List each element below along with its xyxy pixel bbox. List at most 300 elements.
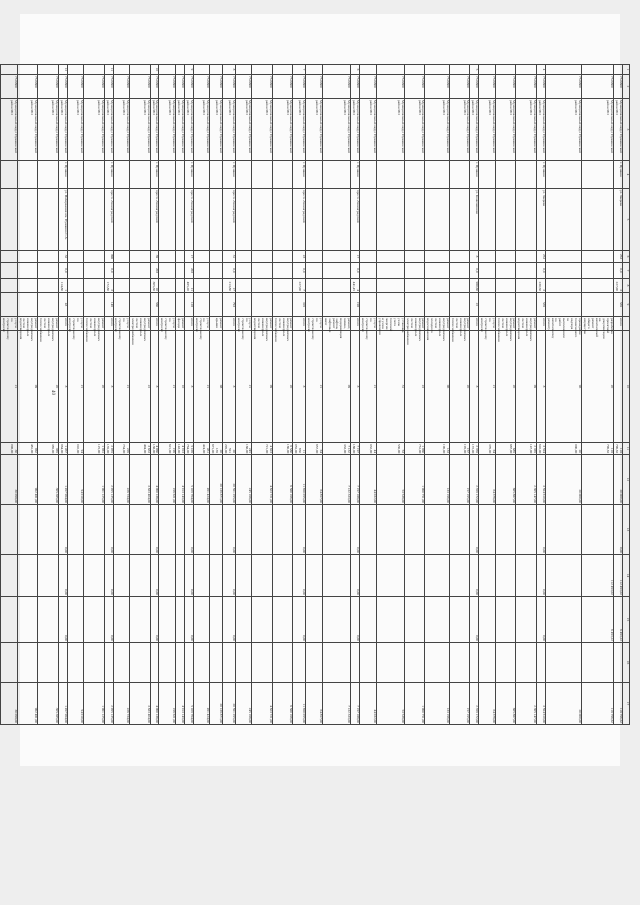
table-cell-c7 [306,263,323,279]
table-cell-v3 [495,505,516,555]
table-cell-unit: 22 [130,331,151,443]
table-cell-v4: 0,00 [536,555,545,597]
table-cell-c9 [272,293,293,317]
table-cell-name: Муниципальный округ Пушкинский район МО [449,99,470,161]
table-cell-no [516,65,537,75]
table-cell-c6 [425,251,449,263]
table-cell-name: Муниципальный округ Пушкинский район МО [1,99,18,161]
table-cell-c6 [376,251,404,263]
table-cell-no: 11 [104,65,113,75]
table-cell-v2: 30 098,00 [1,455,18,505]
table-cell-c8 [113,279,130,293]
table-cell-addr [425,189,449,251]
table-cell-addr [210,189,223,251]
table-cell-addr [545,189,581,251]
table-cell-no [67,65,84,75]
table-cell-c6 [176,251,185,263]
table-cell-c7 [235,263,252,279]
table-cell-code: 7516800 [516,75,537,99]
table-cell-v6 [272,643,293,683]
table-cell-c7 [449,263,470,279]
table-row [193,65,210,725]
table-cell-mun: г. Пушкин [470,161,479,189]
table-cell-v4 [479,555,496,597]
table-cell-mun [425,161,449,189]
table-cell-desc: ремонт крыши [210,317,223,331]
table-cell-mun [272,161,293,189]
table-cell-unit: 20 [38,331,59,443]
table-cell-addr [84,189,105,251]
table-row [376,65,404,725]
header-cell: 15 [623,597,630,643]
table-cell-name: Муниципальный округ Пушкинский район МО [581,99,613,161]
table-cell-desc: услуги по строительному контролю [1,318,18,340]
table-cell-c8 [495,279,516,293]
table-cell-c8: 3 172,80 [104,279,113,293]
table-cell-unit: 31 [376,331,404,443]
table-cell-v7: 30 098,00 [1,683,18,725]
table-cell-v7: 1 457 964,00 [58,683,67,725]
table-cell-c8: 3 230,50 [536,279,545,293]
table-cell-v6 [210,643,223,683]
header-cell: 12 [623,455,630,505]
table-cell-v1: 1 960 751,00 [404,443,425,455]
table-cell-code: 7516800 [581,75,613,99]
table-cell-code: 7516800 [67,75,84,99]
table-cell-unit: 8 [223,331,236,443]
table-cell-name: Муниципальный округ Пушкинский район МО [252,99,273,161]
table-cell-mun [17,161,38,189]
table-cell-c7 [113,263,130,279]
table-cell-c9 [581,293,613,317]
table-cell-v4: 0,00 [150,555,159,597]
table-cell-code: 7516800 [38,75,59,99]
table-cell-name: Муниципальный округ Пушкинский район МО [184,99,193,161]
table-cell-unit: 21 [1,331,18,443]
table-cell-mun [67,161,84,189]
table-cell-v7: 20 139 871,00 [210,683,223,725]
table-cell-desc: итого [293,317,306,331]
table-cell-no [176,65,185,75]
table-cell-v4 [449,555,470,597]
table-cell-c7 [130,263,151,279]
table-cell-v2: 133 196,00 [425,455,449,505]
table-cell-c9 [113,293,130,317]
table-cell-name: Муниципальный округ Пушкинский район МО [58,99,67,161]
table-cell-addr [130,189,151,251]
table-cell-v5 [425,597,449,643]
header-cell: 3 [623,99,630,161]
table-cell-v7: 196 621,00 [159,683,176,725]
table-cell-v1: 44 032,00 [360,443,377,455]
table-cell-v4 [425,555,449,597]
table-cell-c6: 8 [470,251,479,263]
table-cell-c9: 43 [58,293,67,317]
table-cell-v4 [1,555,18,597]
table-cell-mun [235,161,252,189]
table-cell-no [193,65,210,75]
table-cell-c6 [193,251,210,263]
header-cell: 9 [623,293,630,317]
table-cell-addr [516,189,537,251]
table-cell-c9 [84,293,105,317]
table-cell-desc: ремонт внутридомовых инженерных систем электроснабжения [131,318,151,345]
table-cell-name: Муниципальный округ Пушкинский район МО [495,99,516,161]
table-row [272,65,293,725]
table-cell-v1: 451 424,00 [193,443,210,455]
table-cell-unit: 8 [58,331,67,443]
table-cell-addr: ул. Набережная им. Пушкина С.А. [58,189,67,251]
table-cell-desc: итого [223,317,236,331]
table-row [404,65,425,725]
table-cell-name: Муниципальный округ Пушкинский район МО [272,99,293,161]
table-cell-addr [235,189,252,251]
table-cell-desc: итого [536,317,545,331]
table-row [252,65,273,725]
table-row [479,65,496,725]
table-cell-code: 7516800 [272,75,293,99]
table-cell-c9 [159,293,176,317]
table-cell-no [376,65,404,75]
table-cell-c8: 17 213,80 [223,279,236,293]
table-cell-v2: 11 650 055,00 [293,455,306,505]
table-cell-c7 [479,263,496,279]
table-cell-v3 [17,505,38,555]
table-cell-v5: 0,00 [150,597,159,643]
table-cell-v1: 7 132 333,00 [322,443,350,455]
table-cell-mun: г. Пушкин [614,161,623,189]
table-cell-no [1,65,18,75]
table-row [322,65,350,725]
table-cell-no: 6 [351,65,360,75]
table-cell-addr [322,189,350,251]
scanned-page [1,14,630,766]
table-row [113,65,130,725]
table-cell-v3: 0,00 [104,505,113,555]
table-cell-code: 7516800 [425,75,449,99]
table-cell-no: 12 [58,65,67,75]
table-cell-c7 [495,263,516,279]
table-cell-c8 [516,279,537,293]
table-cell-desc: итого [351,317,360,331]
table-cell-v6 [306,643,323,683]
table-cell-code: 7516800 [130,75,151,99]
header-cell: 7 [623,263,630,279]
table-cell-unit: 21 [159,331,176,443]
table-cell-v2: 245 168,00 [235,455,252,505]
table-cell-v4: 0,00 [470,555,479,597]
table-cell-unit: 21 [67,331,84,443]
table-cell-v6 [581,643,613,683]
table-cell-name: Муниципальный округ Пушкинский район МО [130,99,151,161]
table-cell-no [545,65,581,75]
table-cell-c7 [210,263,223,279]
table-cell-v5 [376,597,404,643]
table-cell-v6 [38,643,59,683]
table-cell-code: 7516800 [1,75,18,99]
table-cell-code: 7516800 [235,75,252,99]
table-cell-unit: 8 [184,331,193,443]
table-cell-c6 [159,251,176,263]
table-cell-v3 [581,505,613,555]
table-cell-addr [252,189,273,251]
table-cell-v4: 0,00 [58,555,67,597]
table-cell-v3 [113,505,130,555]
table-cell-v6 [545,643,581,683]
table-cell-mun: г. Пушкин [150,161,159,189]
table-cell-v3: 0,00 [58,505,67,555]
table-cell-mun [159,161,176,189]
table-cell-v1: 962 481,00 [17,443,38,455]
table-cell-v7: 20 591 295,00 [223,683,236,725]
table-cell-unit: 09 [252,331,273,443]
table-cell-v2: 7 132 333,00 [322,455,350,505]
table-row [67,65,84,725]
table-row [536,65,545,725]
table-cell-v1: 2 365 147,00 [516,443,537,455]
header-cell: 14 [623,555,630,597]
table-cell-v5 [67,597,84,643]
table-cell-c9 [1,293,18,317]
table-cell-v3: 0,00 [184,505,193,555]
table-cell-v2: 3 594 610,00 [536,455,545,505]
table-cell-c7 [516,263,537,279]
table-cell-code: 7516800 [223,75,236,99]
table-cell-no [495,65,516,75]
table-cell-v1: 64 857,00 [306,443,323,455]
table-cell-c9: 539 [614,293,623,317]
table-cell-c8 [252,279,273,293]
table-cell-code: 7516800 [17,75,38,99]
table-cell-unit: 21 [479,331,496,443]
table-cell-no [322,65,350,75]
table-cell-v1: 6 580 166,00 [272,443,293,455]
table-cell-c9: 22 [470,293,479,317]
table-cell-c7: 203 [150,263,159,279]
table-cell-addr: просп. Ленинградский [351,189,360,251]
table-cell-v4 [38,555,59,597]
table-cell-c6: 31 [223,251,236,263]
capital-repair-table [0,64,630,725]
table-cell-v7: 3 833 404,00 [130,683,151,725]
table-cell-c9 [38,293,59,317]
table-cell-v6 [58,643,67,683]
table-cell-v1: 245 168,00 [235,443,252,455]
table-cell-c7 [176,263,185,279]
table-cell-v7: 7 197 188,00 [351,683,360,725]
table-cell-unit: 21 [306,331,323,443]
table-cell-c9 [17,293,38,317]
table-cell-mun [176,161,185,189]
table-cell-c9: 128 [184,293,193,317]
table-cell-desc: услуги по строительному контролю [307,318,323,340]
rotated-table-wrapper [1,64,630,724]
table-cell-mun [113,161,130,189]
table-cell-desc: итого [150,317,159,331]
table-cell-desc: ремонт внутридомовых инженерных систем водоотведения [517,318,537,341]
table-cell-name: Муниципальный округ Пушкинский район МО [470,99,479,161]
table-cell-v7: 245 168,00 [235,683,252,725]
table-cell-c8 [479,279,496,293]
table-cell-v2: 2 365 147,00 [516,455,537,505]
table-cell-desc: ремонт внутридомовых инженерных систем теплоснабжения [273,318,294,342]
table-cell-v6 [159,643,176,683]
table-cell-v3 [272,505,293,555]
table-cell-no [581,65,613,75]
table-cell-v5: 0,00 [104,597,113,643]
table-cell-code: 7516800 [84,75,105,99]
table-cell-v4 [516,555,537,597]
table-cell-mun [38,161,59,189]
table-cell-v3 [360,505,377,555]
table-cell-mun: г. Пушкин [104,161,113,189]
table-row [150,65,159,725]
table-cell-v6 [425,643,449,683]
table-cell-name: Муниципальный округ Пушкинский район МО [545,99,581,161]
table-cell-mun [360,161,377,189]
table-cell-addr [376,189,404,251]
table-row [1,65,18,725]
table-cell-code: 7516800 [150,75,159,99]
table-cell-name: Муниципальный округ Пушкинский район МО [479,99,496,161]
table-cell-name: Муниципальный округ Пушкинский район МО [38,99,59,161]
table-cell-c6 [113,251,130,263]
table-cell-code: 7516800 [193,75,210,99]
table-cell-mun: г. Пушкин [293,161,306,189]
table-cell-desc: установка узлов учета тепловой энергии и узлов управления [377,318,405,335]
table-cell-c7 [272,263,293,279]
table-cell-addr [404,189,425,251]
table-cell-v7: 94 010,00 [67,683,84,725]
table-cell-c7 [425,263,449,279]
table-cell-mun: г. Пушкин [351,161,360,189]
table-cell-c6: 32 [58,251,67,263]
table-cell-c9 [322,293,350,317]
table-row [306,65,323,725]
table-cell-v3 [84,505,105,555]
table-cell-addr [581,189,613,251]
table-cell-desc: услуги по строительному контролю [360,318,377,340]
table-cell-v4 [404,555,425,597]
table-cell-name: Муниципальный округ Пушкинский район МО [516,99,537,161]
table-cell-v6 [536,643,545,683]
table-cell-c8 [210,279,223,293]
table-cell-c6 [252,251,273,263]
table-cell-v7: 11 650 055,00 [293,683,306,725]
table-cell-c8: 11 485,20 [184,279,193,293]
table-cell-v2: 2 055 135,00 [104,455,113,505]
table-cell-c6 [1,251,18,263]
table-row [38,65,59,725]
header-cell: 2 [623,75,630,99]
table-cell-addr: просп. Ленинградский [104,189,113,251]
table-cell-mun [479,161,496,189]
table-cell-desc: итого [58,317,67,331]
table-cell-c8 [38,279,59,293]
table-cell-v5 [159,597,176,643]
table-cell-v7: 226 734,00 [113,683,130,725]
table-cell-v4 [306,555,323,597]
table-cell-c9 [360,293,377,317]
header-cell: 4 [623,161,630,189]
table-cell-v1: 4 060 138,00 [151,444,160,454]
table-cell-c7 [376,263,404,279]
table-cell-v1: 20 591 295,00 [224,444,236,454]
table-cell-v6 [470,643,479,683]
table-cell-desc: проведение технического надзора за выполнением работ по капитальному ремонту [546,318,582,339]
table-cell-v2: 685 887,00 [495,455,516,505]
table-cell-v4: 0,00 [104,555,113,597]
table-cell-v4: 0,00 [351,555,360,597]
table-cell-v5 [113,597,130,643]
table-cell-desc: ремонт внутридомовых инженерных систем теплоснабжения [39,318,59,342]
table-cell-c9 [449,293,470,317]
table-cell-v3: 0,00 [470,505,479,555]
table-body [1,65,623,725]
table-cell-c6: 23 [293,251,306,263]
page-number: 40 [50,390,55,395]
table-cell-v4: 112 493,02 [614,555,623,597]
table-cell-v2: 64 857,00 [306,455,323,505]
table-cell-v2: 365 385,00 [38,455,59,505]
table-cell-c6 [516,251,537,263]
table-cell-v1: 157 195,00 [449,443,470,455]
table-cell-v2: 53 536,00 [376,455,404,505]
table-cell-v3 [545,505,581,555]
table-cell-v5 [449,597,470,643]
table-cell-c8: 980,60 [470,279,479,293]
table-cell-code: 7516800 [495,75,516,99]
table-cell-code: 7516800 [360,75,377,99]
table-cell-v1: 3 594 610,00 [537,444,546,454]
table-cell-code: 7516800 [252,75,273,99]
table-cell-unit: 8 [104,331,113,443]
table-cell-c7: 0,0 [470,263,479,279]
table-cell-desc: ремонт внутридомовых инженерных систем электроснабжения [405,318,426,345]
table-cell-v6 [150,643,159,683]
table-cell-name: Муниципальный округ Пушкинский район МО [293,99,306,161]
table-cell-addr: просп. Ленинградский [223,189,236,251]
table-cell-no [614,65,623,75]
table-cell-v5 [479,597,496,643]
table-cell-no [404,65,425,75]
table-cell-c7 [252,263,273,279]
table-cell-c6 [306,251,323,263]
table-row [360,65,377,725]
table-cell-v2: 7 197 188,00 [351,455,360,505]
table-cell-c6 [84,251,105,263]
table-cell-c6 [38,251,59,263]
table-cell-v4: 0,00 [223,555,236,597]
table-cell-c9 [425,293,449,317]
table-cell-v3 [235,505,252,555]
table-cell-no [252,65,273,75]
table-cell-name: Муниципальный округ Пушкинский район МО [210,99,223,161]
table-cell-c7 [404,263,425,279]
table-cell-v3 [1,505,18,555]
table-row [17,65,38,725]
table-cell-v5 [306,597,323,643]
table-cell-addr [17,189,38,251]
table-cell-v5: 0,00 [184,597,193,643]
table-cell-c9 [404,293,425,317]
table-cell-c7 [38,263,59,279]
table-cell-unit: 21 [113,331,130,443]
table-cell-v6 [184,643,193,683]
table-cell-v1: 365 385,00 [38,443,59,455]
table-cell-v5 [404,597,425,643]
table-row [495,65,516,725]
